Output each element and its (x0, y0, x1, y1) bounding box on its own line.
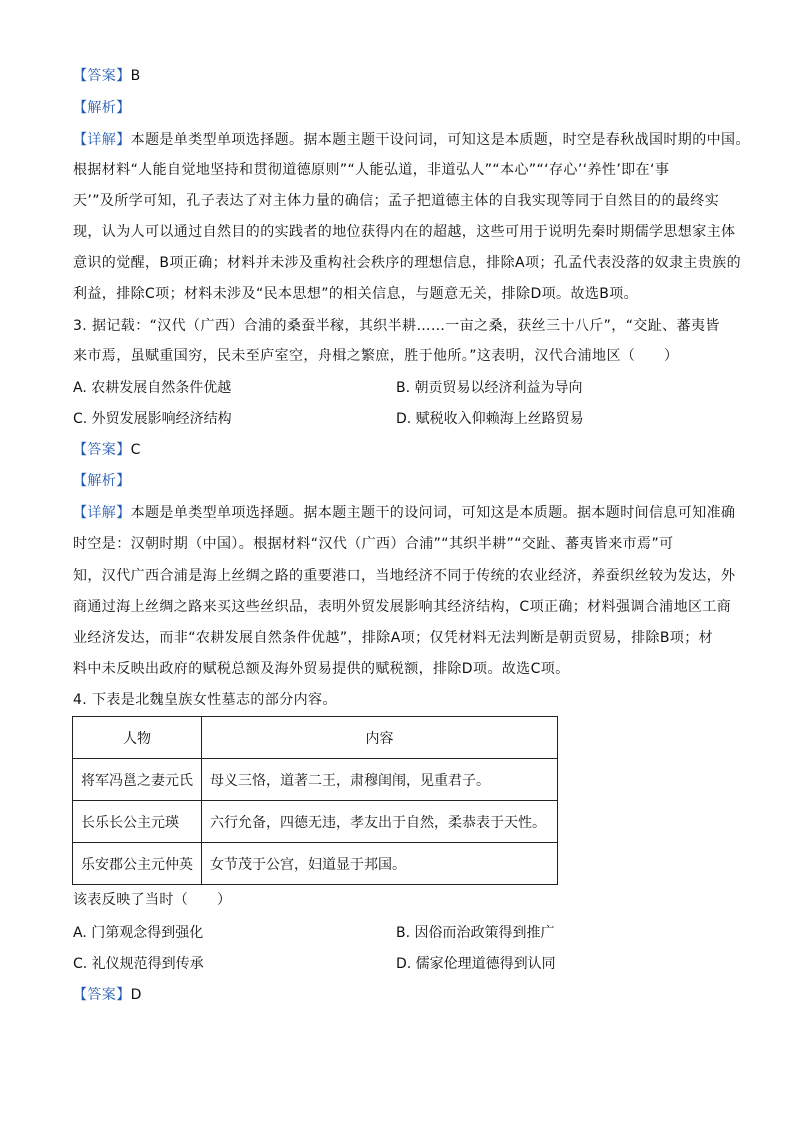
question-prompt: 该表反映了当时（ ） (73, 892, 232, 908)
option-b: B. 因俗而治政策得到推广 (396, 925, 555, 941)
detail-text: 知，汉代广西合浦是海上丝绸之路的重要港口，当地经济不同于传统的农业经济，养蚕织丝较为发达，外 (73, 568, 736, 584)
option-c: C. 外贸发展影响经济结构 (73, 411, 232, 427)
answer-line (73, 66, 733, 86)
option-a: A. 门第观念得到强化 (73, 925, 204, 941)
table-cell-content: 女节茂于公宫，妇道显于邦国。 (202, 843, 558, 885)
detail-text: 业经济发达，而非“农耕发展自然条件优越”，排除A项；仅凭材料无法判断是朝贡贸易，排除B项；材 (73, 630, 714, 646)
question-stem: 3. 据记载：“汉代（广西）合浦的桑蚕半稼，其织半耕……一亩之桑，获丝三十八斤”，“交趾、蕃夷皆 (73, 318, 720, 334)
question-stem: 4. 下表是北魏皇族女性墓志的部分内容。 (73, 692, 337, 708)
detail-text: 本题是单类型单项选择题。据本题主题干的设问词，可知这是本质题。据本题时间信息可知准确 (130, 505, 736, 521)
answer-value: C (130, 442, 141, 458)
analysis-line (73, 471, 733, 491)
table-cell-content: 母义三恪，道著二王，肃穆闺闱，见重君子。 (202, 759, 558, 801)
table-cell-content: 六行允备，四德无违，孝友出于自然，柔恭表于天性。 (202, 801, 558, 843)
question-stem: 来市焉，虽赋重国穷，民未至庐室空，舟楫之繁庶，胜于他所。”这表明，汉代合浦地区（ ） (73, 348, 679, 364)
answer-tag: 【答案】 (73, 987, 131, 1003)
table-header-cell: 内容 (202, 717, 558, 759)
detail-text: 料中未反映出政府的赋税总额及海外贸易提供的赋税额，排除D项。故选C项。 (73, 661, 570, 677)
table-cell-person: 长乐长公主元瑛 (73, 801, 202, 843)
table-cell-person: 乐安郡公主元仲英 (73, 843, 202, 885)
detail-text: 商通过海上丝绸之路来买这些丝织品，表明外贸发展影响其经济结构，C项正确；材料强调合浦地区工商 (73, 599, 732, 615)
option-d: D. 儒家伦理道德得到认同 (396, 956, 556, 972)
table-header-row (73, 717, 558, 759)
detail-text: 利益，排除C项；材料未涉及“民本思想”的相关信息，与题意无关，排除D项。故选B项。 (73, 286, 639, 302)
detail-line (73, 503, 736, 523)
analysis-tag: 【解析】 (73, 100, 131, 116)
option-d: D. 赋税收入仰赖海上丝路贸易 (396, 411, 584, 427)
answer-value: B (130, 68, 141, 84)
detail-text: 时空是：汉朝时期（中国）。根据材料“汉代（广西）合浦”“其织半耕”“交趾、蕃夷皆来市焉”可 (73, 536, 674, 552)
table-row (73, 759, 558, 801)
answer-line (73, 440, 733, 460)
answer-tag: 【答案】 (73, 442, 131, 458)
analysis-tag: 【解析】 (73, 473, 131, 489)
detail-text: 现，认为人可以通过自然目的的实践者的地位获得内在的超越，这些可用于说明先秦时期儒学思想家主体 (73, 224, 736, 240)
answer-line (73, 985, 733, 1005)
epitaph-table (72, 716, 558, 885)
option-a: A. 农耕发展自然条件优越 (73, 380, 232, 396)
detail-text: 意识的觉醒，B项正确；材料并未涉及重构社会秩序的理想信息，排除A项；孔孟代表没落的奴隶主贵族的 (73, 255, 741, 271)
option-b: B. 朝贡贸易以经济利益为导向 (396, 380, 583, 396)
detail-text: 天’”及所学可知，孔子表达了对主体力量的确信；孟子把道德主体的自我实现等同于自然目的的最终实 (73, 193, 720, 209)
table-row (73, 801, 558, 843)
detail-tag: 【详解】 (73, 505, 131, 521)
table-row (73, 843, 558, 885)
detail-tag: 【详解】 (73, 132, 131, 148)
analysis-line (73, 98, 733, 118)
answer-value: D (130, 987, 142, 1003)
table-cell-person: 将军冯邕之妻元氏 (73, 759, 202, 801)
answer-tag: 【答案】 (73, 68, 131, 84)
detail-text: 本题是单类型单项选择题。据本题主题干设问词，可知这是本质题，时空是春秋战国时期的中国。 (130, 132, 750, 148)
table-header-cell: 人物 (73, 717, 202, 759)
detail-line (73, 130, 750, 150)
option-c: C. 礼仪规范得到传承 (73, 956, 204, 972)
detail-text: 根据材料“人能自觉地坚持和贯彻道德原则”“人能弘道，非道弘人”“本心”“‘存心’‘养性’即在‘事 (73, 162, 670, 178)
